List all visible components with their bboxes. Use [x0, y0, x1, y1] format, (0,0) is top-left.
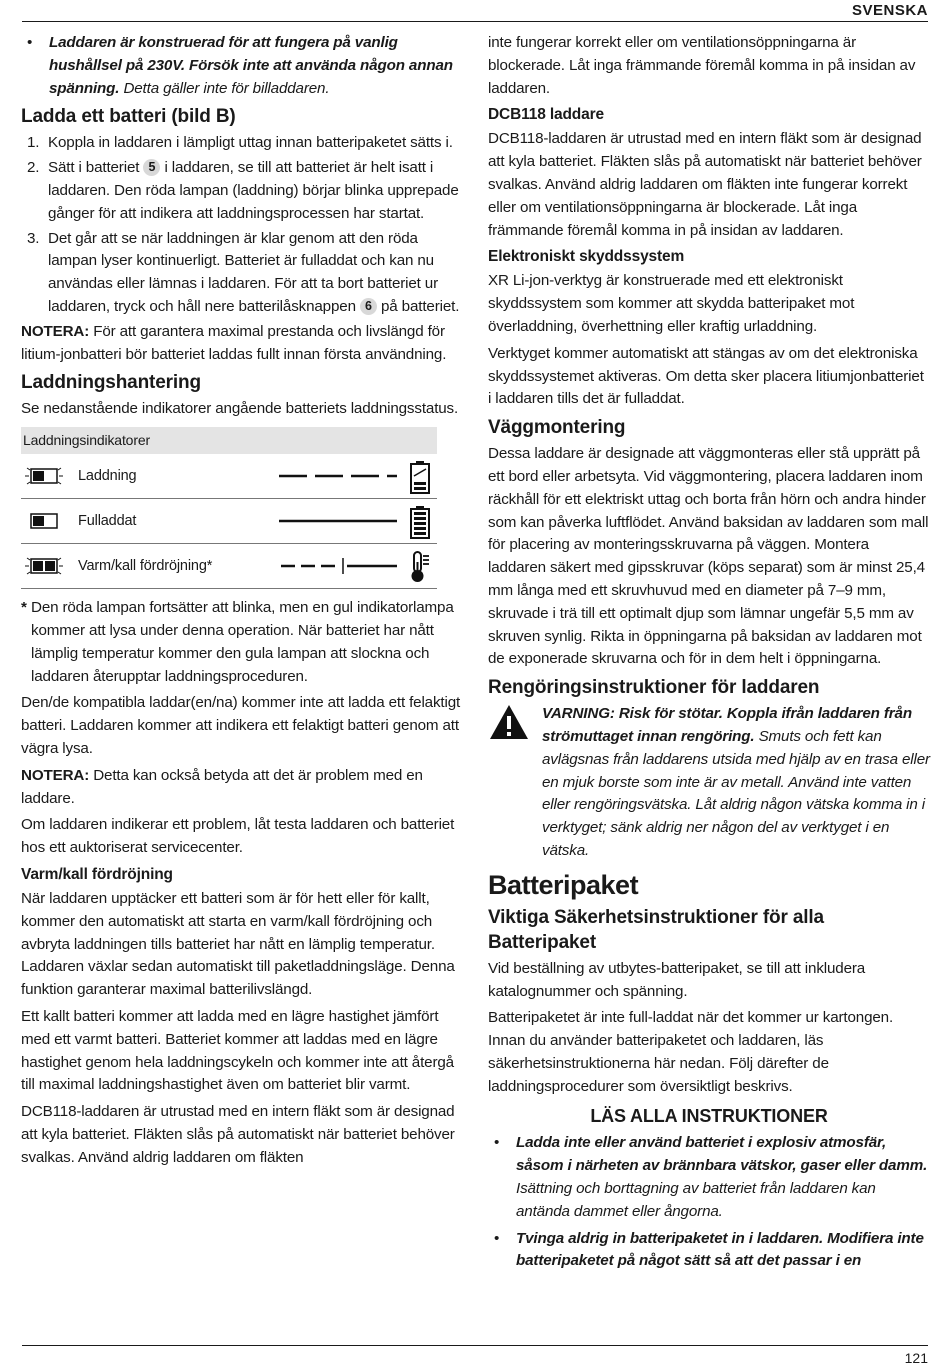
- bottom-divider: [22, 1345, 928, 1346]
- heading-read-all: LÄS ALLA INSTRUKTIONER: [590, 1106, 828, 1127]
- note-label: NOTERA:: [21, 766, 90, 784]
- bullet-dot: •: [494, 1229, 500, 1247]
- dcb118-text-continued: inte fungerar korrekt eller om ventilationsöppningarna är blockerade. Låt inga främmande föremål komma in på insidan av laddaren.: [488, 34, 916, 97]
- wall-mounting-text: Dessa laddare är designade att väggmonteras eller stå upprätt på ett bord eller arbetsyta. Vid väggmontering, placera laddaren inom räckhåll för ett elektriskt uttag och borta från hörn och andra hinder som kan påverka luftflödet. Använd baksidan av laddaren som mall för placering av monteringsskruvarna på väggen. Montera laddaren säkert med gipsskruvar (köps separat) som är minst 25,4 mm långa med ett skruvhuvud med en diameter på 7–9 mm, skruvade i trä till ett optimalt djup som lämnar ungefär 5,5 mm av skruven synlig. Rikta in öppningarna på baksidan av laddaren mot de exponerade skruvarna och för in dem helt i öppningarna.: [488, 445, 929, 668]
- battery-full-icon: [409, 505, 431, 539]
- indicator-label: Fulladdat: [78, 513, 137, 530]
- not-full-text: Batteripaketet är inte full-laddat när det kommer ur kartongen. Innan du använder batteripaketet och laddaren, läs säkerhetsinstruktionerna här nedan. Följ därefter de laddningsprocedurer som översiktligt beskrivs.: [488, 1009, 894, 1095]
- note-text: Detta kan också betyda att det är problem med en laddare.: [21, 766, 423, 807]
- dashed-solid-pattern-icon: [257, 556, 397, 576]
- footnote-delay: [21, 597, 465, 688]
- delay-text-1: När laddaren upptäcker ett batteri som är för hett eller för kallt, kommer den automatiskt att starta en varm/kall fördröjning och avbryta laddningen tills batteriet har nått en lämplig temperatur. Laddaren växlar sedan automatiskt till paketladdningsläge. Denna funktion garanterar maximal batterilivslängd.: [21, 889, 455, 999]
- footnote-text: Den röda lampan fortsätter att blinka, men en gul indikatorlampa kommer att lysa under denna operation. När batteriet har nått lämplig temperatur kommer den gula lampan att slockna och laddaren återupptar laddningsproceduren.: [31, 599, 454, 685]
- top-divider: [22, 21, 928, 22]
- protection-text-2: Verktyget kommer automatiskt att stängas av om det elektroniska skyddssystemet aktiveras. Om detta sker placera litiumjonbatteriet i laddaren tills det är fulladdat.: [488, 344, 924, 408]
- heading-battery-packs: Batteripaket: [488, 869, 639, 900]
- figure-ref-badge: 5: [143, 159, 160, 176]
- heading-electronic-protection: Elektroniskt skyddssystem: [488, 248, 685, 266]
- left-column: [21, 32, 465, 1173]
- step-number: 1.: [27, 134, 40, 152]
- heading-safety-instructions: Viktiga Säkerhetsinstruktioner för alla Batteripaket: [488, 906, 824, 953]
- right-column: [488, 32, 930, 1277]
- bullet-text: Isättning och borttagning av batteriet från laddaren kan antända dammet eller ångorna.: [516, 1180, 876, 1220]
- service-center-text: Om laddaren indikerar ett problem, låt testa laddaren och batteriet hos ett auktoriserat servicecenter.: [21, 816, 455, 857]
- step-text: på batteriet.: [376, 297, 460, 315]
- language-label: SVENSKA: [851, 2, 928, 19]
- indicator-row-full: [21, 499, 437, 544]
- heading-charge-battery: Ladda ett batteri (bild B): [21, 106, 236, 128]
- dcb118-text-start: DCB118-laddaren är utrustad med en intern fläkt som är designad att kyla batteriet. Fläkten slås på automatiskt när batteriet behöver svalkas. Använd aldrig laddaren om fläkten: [21, 1103, 455, 1166]
- bullet-voltage-rest: Detta gäller inte för billaddaren.: [119, 79, 330, 97]
- indicator-table: [21, 427, 437, 589]
- warning-triangle-icon: [488, 703, 530, 741]
- battery-charging-icon: [409, 460, 431, 494]
- figure-ref-badge: 6: [360, 298, 377, 315]
- step-2: [21, 157, 465, 225]
- bullet-dot: •: [494, 1134, 500, 1152]
- dashed-pattern-icon: [257, 466, 397, 486]
- indicator-row-delay: [21, 544, 437, 589]
- note-text: För att garantera maximal prestanda och livslängd för litium-jonbatteri bör batteriet laddas fullt innan första användning.: [21, 322, 447, 363]
- warning-block: [488, 703, 930, 863]
- page-number: 121: [904, 1350, 928, 1366]
- management-text: Se nedanstående indikatorer angående batteriets laddningsstatus.: [21, 400, 459, 418]
- note-problem: [21, 765, 465, 811]
- step-number: 2.: [27, 159, 40, 177]
- charge-steps: [21, 132, 465, 318]
- indicator-label: Laddning: [78, 468, 137, 485]
- step-text: Det går att se när laddningen är klar genom att den röda lampan lyser kontinuerligt. Batteriet är fulladdat och kan nu användas eller lämnas i laddaren. För att ta bort batteriet ur laddaren, tryck och håll nere batterilåsknappen: [48, 229, 439, 315]
- step-text: Koppla in laddaren i lämpligt uttag innan batteripaketet sätts i.: [48, 134, 453, 152]
- note-full-charge: [21, 321, 465, 367]
- solid-lamp-icon: [25, 511, 63, 531]
- bullet-explosive: [488, 1132, 930, 1223]
- delay-text-2: Ett kallt batteri kommer att ladda med en lägre hastighet jämfört med ett varmt batteri. Batteriet kommer att laddas med en lägre hastighet genom hela laddningscykeln och kommer inte att återgå till maximal laddningshastighet även om batteriet blir varmt.: [21, 1007, 454, 1094]
- bullet-force: [488, 1228, 930, 1274]
- solid-pattern-icon: [257, 511, 397, 531]
- thermometer-icon: [409, 550, 431, 584]
- heading-charge-management: Laddningshantering: [21, 372, 201, 394]
- step-1: [21, 132, 465, 155]
- step-text: i laddaren, se till att batteriet är helt isatt i laddaren. Den röda lampan (laddning) börjar blinka upprepade gånger för att indikera att laddningsprocessen har startat.: [48, 159, 459, 222]
- indicator-label: Varm/kall fördröjning*: [78, 558, 213, 575]
- bullet-bold-text: Tvinga aldrig in batteripaketet in i laddaren. Modifiera inte batteripaketet på något sätt så att det passar i en: [516, 1229, 924, 1270]
- footnote-asterisk: *: [21, 599, 27, 617]
- heading-dcb118: DCB118 laddare: [488, 106, 604, 124]
- blinking-double-lamp-icon: [25, 556, 63, 576]
- heading-cleaning: Rengöringsinstruktioner för laddaren: [488, 677, 820, 699]
- step-number: 3.: [27, 229, 40, 247]
- order-text: Vid beställning av utbytes-batteripaket, se till att inkludera katalognummer och spänning.: [488, 959, 866, 1000]
- heading-wall-mounting: Väggmontering: [488, 417, 626, 439]
- note-label: NOTERA:: [21, 322, 90, 340]
- bullet-dot: •: [27, 34, 33, 51]
- bullet-bold-text: Ladda inte eller använd batteriet i explosiv atmosfär, såsom i närheten av brännbara vätskor, gaser eller damm.: [516, 1134, 928, 1175]
- bullet-voltage-bold: Laddaren är konstruerad för att fungera på vanlig hushållsel på 230V. Försök inte att använda någon annan spänning.: [49, 34, 453, 97]
- protection-text-1: XR Li-jon-verktyg är konstruerade med ett elektroniskt skyddssystem som kommer att skydda batteripaket mot överladdning, överhettning eller kraftig urladdning.: [488, 272, 855, 335]
- dcb118-text: DCB118-laddaren är utrustad med en intern fläkt som är designad att kyla batteriet. Fläkten slås på automatiskt när batteriet behöver svalkas. Använd aldrig laddaren om fläkten inte fungerar korrekt eller om ventilationsöppningarna är blockerade. Låt inga främmande föremål komma in på insidan av laddaren.: [488, 130, 922, 239]
- indicator-row-charging: [21, 454, 437, 499]
- heading-hot-cold-delay: Varm/kall fördröjning: [21, 865, 173, 883]
- step-3: [21, 228, 465, 319]
- indicator-table-header: Laddningsindikatorer: [21, 427, 437, 454]
- warning-text: Smuts och fett kan avlägsnas från laddarens utsida med hjälp av en trasa eller en mjuk borste som inte är av metall. Använd inte vatten eller rengöringsvätska. Låt aldrig någon vätska komma in i verktyget; sänk aldrig ner någon del av verktyget i en vätska.: [542, 727, 930, 859]
- compatible-charger-text: Den/de kompatibla laddar(en/na) kommer inte att ladda ett felaktigt batteri. Laddaren kommer att indikera ett felaktigt batteri genom att vägra lysa.: [21, 694, 461, 757]
- blinking-lamp-icon: [25, 466, 63, 486]
- warning-bold-text: VARNING: Risk för stötar. Koppla ifrån laddaren från strömuttaget innan rengöring.: [542, 705, 912, 745]
- bullet-voltage: [21, 32, 465, 100]
- step-text: Sätt i batteriet: [48, 159, 144, 177]
